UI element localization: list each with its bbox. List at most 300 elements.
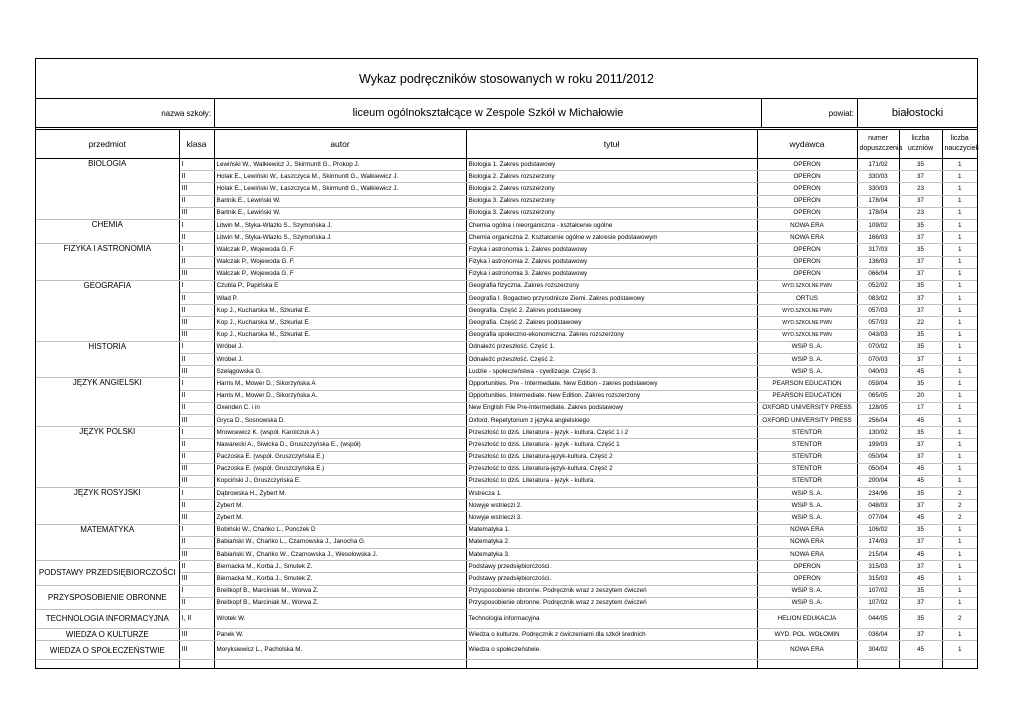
autor-cell: Walczak P., Wojewoda G. F. [214, 244, 466, 256]
autor-cell: Kop J., Kucharska M., Szkurłat E. [214, 329, 466, 341]
wydawca-cell: NOWA ERA [757, 524, 857, 536]
autor-cell: Kop J., Kucharska M., Szkurłat E. [214, 317, 466, 329]
klasa-cell: III [179, 207, 214, 219]
klasa-cell: III [179, 414, 214, 426]
subject-cell: JĘZYK ANGIELSKI [36, 378, 179, 427]
numer-cell: 036/04 [857, 628, 899, 640]
uczniow-cell: 37 [899, 232, 942, 244]
table-row [36, 159, 977, 171]
tytul-cell: Geografia fizyczna. Zakres rozszerzony [466, 280, 757, 292]
autor-cell: Holak E., Lewiński W., Łaszczyca M., Skirmuntt G., Walkiewicz J. [214, 171, 466, 183]
uczniow-cell: 35 [899, 427, 942, 439]
wydawca-cell: WSiP S. A. [757, 366, 857, 378]
numer-cell: 070/02 [857, 341, 899, 353]
klasa-cell: II [179, 232, 214, 244]
wydawca-cell: OPERON [757, 561, 857, 573]
uczniow-cell: 37 [899, 293, 942, 305]
wydawca-cell: PEARSON EDUCATION [757, 390, 857, 402]
autor-cell: Paczoska E. (współ. Gruszczyńska E.) [214, 451, 466, 463]
wydawca-cell: WYD. POL. WOŁOMIN [757, 628, 857, 640]
autor-cell: Harris M., Mower D., Sikorzyńska A. [214, 390, 466, 402]
column-header-przedmiot: przedmiot [36, 130, 179, 159]
tytul-cell: Chemia ogólna i nieorganiczna - kształcenie ogólne [466, 219, 757, 231]
numer-cell: 106/02 [857, 524, 899, 536]
wydawca-cell: OPERON [757, 183, 857, 195]
tytul-cell: Przeszłość to dziś. Literatura - język - kultura. Część 1 [466, 439, 757, 451]
subject-cell: WIEDZA O SPOŁECZEŃSTWIE [36, 641, 179, 660]
nauczycieli-cell: 1 [942, 451, 977, 463]
autor-cell: Panek W. [214, 628, 466, 640]
empty-cell [214, 660, 466, 669]
wydawca-cell: STENTOR [757, 451, 857, 463]
nauczycieli-cell: 1 [942, 268, 977, 280]
autor-cell: Bartnik E., Lewiński W. [214, 195, 466, 207]
numer-cell: 070/03 [857, 354, 899, 366]
tytul-cell: Przysposobienie obronne. Podręcznik wraz z zeszytem ćwiczeń [466, 597, 757, 609]
wydawca-cell: OPERON [757, 207, 857, 219]
tytul-cell: Biologia 3. Zakres rozszerzony [466, 195, 757, 207]
uczniow-cell: 37 [899, 256, 942, 268]
sheet-title-row [36, 59, 977, 99]
autor-cell: Bartnik E., Lewiński W. [214, 207, 466, 219]
nauczycieli-cell: 1 [942, 641, 977, 660]
uczniow-cell: 37 [899, 597, 942, 609]
textbook-table [36, 129, 977, 668]
wydawca-cell: OPERON [757, 573, 857, 585]
klasa-cell: II [179, 195, 214, 207]
nauczycieli-cell: 1 [942, 439, 977, 451]
autor-cell: Wład P. [214, 293, 466, 305]
school-name-label: nazwa szkoły: [161, 108, 211, 118]
klasa-cell: III [179, 463, 214, 475]
nauczycieli-cell: 1 [942, 628, 977, 640]
uczniow-cell: 37 [899, 500, 942, 512]
tytul-cell: Geografia społeczno-ekonomiczna. Zakres rozszerzony [466, 329, 757, 341]
textbook-list-sheet [35, 58, 978, 669]
wydawca-cell: STENTOR [757, 463, 857, 475]
wydawca-cell: NOWA ERA [757, 232, 857, 244]
klasa-cell: I [179, 280, 214, 292]
numer-cell: 077/04 [857, 512, 899, 524]
numer-cell: 315/03 [857, 573, 899, 585]
wydawca-cell: NOWA ERA [757, 219, 857, 231]
numer-cell: 200/04 [857, 475, 899, 487]
empty-cell [899, 660, 942, 669]
numer-cell: 050/04 [857, 451, 899, 463]
autor-cell: Breitkopf B., Marciniak M., Worwa Z. [214, 597, 466, 609]
tytul-cell: Biologia 2. Zakres rozszerzony [466, 171, 757, 183]
school-info-row [36, 99, 977, 128]
numer-cell: 304/02 [857, 641, 899, 660]
klasa-cell: I [179, 219, 214, 231]
numer-cell: 065/05 [857, 390, 899, 402]
klasa-cell: II [179, 536, 214, 548]
uczniow-cell: 35 [899, 280, 942, 292]
table-body [36, 159, 977, 669]
nauczycieli-cell: 1 [942, 549, 977, 561]
table-row [36, 488, 977, 500]
uczniow-cell: 45 [899, 641, 942, 660]
numer-cell: 040/03 [857, 366, 899, 378]
wydawca-cell: STENTOR [757, 475, 857, 487]
numer-cell: 050/04 [857, 463, 899, 475]
subject-cell: TECHNOLOGIA INFORMACYJNA [36, 609, 179, 628]
uczniow-cell: 37 [899, 171, 942, 183]
nauczycieli-cell: 1 [942, 317, 977, 329]
autor-cell: Wróbel J. [214, 354, 466, 366]
numer-cell: 107/02 [857, 597, 899, 609]
empty-cell [466, 660, 757, 669]
autor-cell: Biernacka M., Korba J., Smutek Z. [214, 573, 466, 585]
uczniow-cell: 35 [899, 609, 942, 628]
subject-cell: JĘZYK POLSKI [36, 427, 179, 488]
uczniow-cell: 37 [899, 561, 942, 573]
numer-cell: 057/03 [857, 317, 899, 329]
table-row [36, 244, 977, 256]
uczniow-cell: 35 [899, 329, 942, 341]
klasa-cell: I [179, 427, 214, 439]
nauczycieli-cell: 1 [942, 293, 977, 305]
subject-cell: PRZYSPOSOBIENIE OBRONNE [36, 585, 179, 609]
wydawca-cell: OXFORD UNIVERSITY PRESS [757, 414, 857, 426]
table-row [36, 561, 977, 573]
klasa-cell: III [179, 366, 214, 378]
wydawca-cell: WSiP S. A. [757, 500, 857, 512]
empty-cell [942, 660, 977, 669]
uczniow-cell: 23 [899, 183, 942, 195]
uczniow-cell: 45 [899, 475, 942, 487]
tytul-cell: Fizyka i astronomia 2. Zakres podstawowy [466, 256, 757, 268]
klasa-cell: III [179, 317, 214, 329]
uczniow-cell: 45 [899, 414, 942, 426]
klasa-cell: III [179, 475, 214, 487]
nauczycieli-cell: 1 [942, 402, 977, 414]
numer-cell: 256/04 [857, 414, 899, 426]
autor-cell: Mrowcewicz K. (współ. Karolczuk A.) [214, 427, 466, 439]
subject-cell: GEOGRAFIA [36, 280, 179, 341]
numer-cell: 315/03 [857, 561, 899, 573]
tytul-cell: Nowyje wstrieczi 2. [466, 500, 757, 512]
nauczycieli-cell: 1 [942, 585, 977, 597]
subject-cell: WIEDZA O KULTURZE [36, 628, 179, 640]
wydawca-cell: OPERON [757, 256, 857, 268]
tytul-cell: Matematyka 2. [466, 536, 757, 548]
wydawca-cell: WSiP S. A. [757, 585, 857, 597]
tytul-cell: Biologia 1. Zakres podstawowy [466, 159, 757, 171]
nauczycieli-cell: 1 [942, 219, 977, 231]
nauczycieli-cell: 1 [942, 524, 977, 536]
wydawca-cell: OXFORD UNIVERSITY PRESS [757, 402, 857, 414]
uczniow-cell: 35 [899, 585, 942, 597]
klasa-cell: II [179, 354, 214, 366]
tytul-cell: Matematyka 1. [466, 524, 757, 536]
wydawca-cell: WSiP S. A. [757, 597, 857, 609]
wydawca-cell: OPERON [757, 195, 857, 207]
autor-cell: Walczak P., Wojewoda G. F [214, 268, 466, 280]
uczniow-cell: 37 [899, 628, 942, 640]
tytul-cell: Opportunities. Intermediate. New Edition. Zakres rozszerzony [466, 390, 757, 402]
uczniow-cell: 23 [899, 207, 942, 219]
numer-cell: 215/04 [857, 549, 899, 561]
nauczycieli-cell: 1 [942, 475, 977, 487]
uczniow-cell: 35 [899, 219, 942, 231]
autor-cell: Litwin M., Styka-Wlazło S., Szymońska J. [214, 232, 466, 244]
nauczycieli-cell: 1 [942, 341, 977, 353]
numer-cell: 174/03 [857, 536, 899, 548]
nauczycieli-cell: 1 [942, 329, 977, 341]
numer-cell: 066/04 [857, 268, 899, 280]
klasa-cell: II [179, 561, 214, 573]
autor-cell: Babiański W., Chańko L., Czarnowska J., Janocha G. [214, 536, 466, 548]
klasa-cell: III [179, 628, 214, 640]
autor-cell: Wrotek W. [214, 609, 466, 628]
empty-cell [857, 660, 899, 669]
nauczycieli-cell: 1 [942, 354, 977, 366]
table-row [36, 609, 977, 628]
numer-cell: 178/04 [857, 207, 899, 219]
klasa-cell: II [179, 171, 214, 183]
wydawca-cell: WYD.SZKOLNE PWN [757, 329, 857, 341]
uczniow-cell: 37 [899, 268, 942, 280]
autor-cell: Gryca D., Sosnowska D. [214, 414, 466, 426]
klasa-cell: III [179, 641, 214, 660]
autor-cell: Zybert M. [214, 512, 466, 524]
uczniow-cell: 45 [899, 463, 942, 475]
subject-cell: MATEMATYKA [36, 524, 179, 561]
klasa-cell: III [179, 573, 214, 585]
nauczycieli-cell: 2 [942, 488, 977, 500]
nauczycieli-cell: 2 [942, 500, 977, 512]
uczniow-cell: 45 [899, 366, 942, 378]
nauczycieli-cell: 1 [942, 256, 977, 268]
autor-cell: Nawarecki A., Siwicka D., Gruszczyńska E., (współ) [214, 439, 466, 451]
table-row [36, 641, 977, 660]
uczniow-cell: 37 [899, 451, 942, 463]
column-header-nauczycieli: liczba nauczycieli [942, 130, 977, 159]
table-row [36, 585, 977, 597]
empty-cell [179, 660, 214, 669]
nauczycieli-cell: 1 [942, 597, 977, 609]
column-header-tytul: tytuł [466, 130, 757, 159]
table-row [36, 341, 977, 353]
klasa-cell: I [179, 244, 214, 256]
uczniow-cell: 35 [899, 244, 942, 256]
uczniow-cell: 45 [899, 549, 942, 561]
numer-cell: 057/03 [857, 305, 899, 317]
wydawca-cell: NOWA ERA [757, 536, 857, 548]
klasa-cell: III [179, 549, 214, 561]
nauczycieli-cell: 1 [942, 561, 977, 573]
tytul-cell: Odnaleźć przeszłość. Część 2. [466, 354, 757, 366]
numer-cell: 166/03 [857, 232, 899, 244]
table-row [36, 524, 977, 536]
uczniow-cell: 35 [899, 341, 942, 353]
autor-cell: Wróbel J. [214, 341, 466, 353]
numer-cell: 178/04 [857, 195, 899, 207]
autor-cell: Bobiński W., Chańko L., Ponczek D [214, 524, 466, 536]
uczniow-cell: 37 [899, 195, 942, 207]
numer-cell: 330/03 [857, 183, 899, 195]
wydawca-cell: WSiP S. A. [757, 512, 857, 524]
tytul-cell: Przeszłość to dziś. Literatura - język - kultura. Część 1 i 2 [466, 427, 757, 439]
numer-cell: 199/03 [857, 439, 899, 451]
subject-cell: PODSTAWY PRZEDSIĘBIORCZOŚCI [36, 561, 179, 585]
nauczycieli-cell: 2 [942, 512, 977, 524]
wydawca-cell: STENTOR [757, 427, 857, 439]
tytul-cell: Opportunities. Pre - Intermediate. New Edition - zakres podstawowy [466, 378, 757, 390]
tytul-cell: Wiedza o społeczeństwie. [466, 641, 757, 660]
table-row [36, 628, 977, 640]
klasa-cell: I [179, 341, 214, 353]
klasa-cell: I, II [179, 609, 214, 628]
klasa-cell: I [179, 524, 214, 536]
nauczycieli-cell: 1 [942, 414, 977, 426]
autor-cell: Holak E., Lewiński W., Łaszczyca M., Skirmuntt G., Walkiewicz J. [214, 183, 466, 195]
autor-cell: Oxenden C. i in [214, 402, 466, 414]
powiat-label: powiat: [762, 99, 858, 127]
subject-cell: JĘZYK ROSYJSKI [36, 488, 179, 525]
table-row [36, 219, 977, 231]
klasa-cell: III [179, 268, 214, 280]
nauczycieli-cell: 1 [942, 280, 977, 292]
wydawca-cell: ORTUS [757, 293, 857, 305]
autor-cell: Kop J., Kucharska M., Szkurłat E. [214, 305, 466, 317]
subject-cell: FIZYKA I ASTRONOMIA [36, 244, 179, 281]
tytul-cell: Przeszłość to dziś. Literatura-język-kultura. Część 2 [466, 463, 757, 475]
table-row [36, 427, 977, 439]
nauczycieli-cell: 1 [942, 171, 977, 183]
wydawca-cell: HELION EDUKACJA [757, 609, 857, 628]
klasa-cell: II [179, 439, 214, 451]
empty-cell [757, 660, 857, 669]
klasa-cell: II [179, 597, 214, 609]
autor-cell: Dąbrowska H., Zybert M. [214, 488, 466, 500]
autor-cell: Paczoska E. (współ. Gruszczyńska E.) [214, 463, 466, 475]
empty-cell [36, 660, 179, 669]
nauczycieli-cell: 1 [942, 536, 977, 548]
nauczycieli-cell: 1 [942, 463, 977, 475]
wydawca-cell: PEARSON EDUCATION [757, 378, 857, 390]
column-header-uczniow: liczba uczniów [899, 130, 942, 159]
klasa-cell: III [179, 512, 214, 524]
wydawca-cell: WYD.SZKOLNE PWN [757, 305, 857, 317]
uczniow-cell: 37 [899, 536, 942, 548]
numer-cell: 317/03 [857, 244, 899, 256]
empty-row [36, 660, 977, 669]
klasa-cell: II [179, 402, 214, 414]
wydawca-cell: OPERON [757, 159, 857, 171]
uczniow-cell: 35 [899, 378, 942, 390]
autor-cell: Biernacka M., Korba J., Smutek Z. [214, 561, 466, 573]
klasa-cell: II [179, 293, 214, 305]
numer-cell: 136/03 [857, 256, 899, 268]
wydawca-cell: STENTOR [757, 439, 857, 451]
uczniow-cell: 20 [899, 390, 942, 402]
uczniow-cell: 22 [899, 317, 942, 329]
tytul-cell: Technologia informacyjna [466, 609, 757, 628]
uczniow-cell: 35 [899, 524, 942, 536]
tytul-cell: Podstawy przedsiębiorczości. [466, 573, 757, 585]
wydawca-cell: WYD.SZKOLNE PWN [757, 317, 857, 329]
tytul-cell: Nowyje wstrieczi 3. [466, 512, 757, 524]
nauczycieli-cell: 1 [942, 427, 977, 439]
numer-cell: 083/02 [857, 293, 899, 305]
autor-cell: Moryksiewicz L., Pacholska M. [214, 641, 466, 660]
tytul-cell: Geografia. Część 2. Zakres podstawowy [466, 305, 757, 317]
nauczycieli-cell: 1 [942, 159, 977, 171]
autor-cell: Kopciński J., Gruszczyńska E. [214, 475, 466, 487]
tytul-cell: Fizyka i astronomia 1. Zakres podstawowy [466, 244, 757, 256]
autor-cell: Walczak P., Wojewoda G. F. [214, 256, 466, 268]
numer-cell: 109/02 [857, 219, 899, 231]
wydawca-cell: NOWA ERA [757, 549, 857, 561]
school-name-value: liceum ogólnokształcące w Zespole Szkół w Michałowie [214, 99, 762, 127]
uczniow-cell: 17 [899, 402, 942, 414]
tytul-cell: Wiedza o kulturze. Podręcznik z ćwiczeniami dla szkół średnich [466, 628, 757, 640]
nauczycieli-cell: 1 [942, 183, 977, 195]
tytul-cell: Odnaleźć przeszłość. Część 1. [466, 341, 757, 353]
numer-cell: 234/96 [857, 488, 899, 500]
numer-cell: 330/03 [857, 171, 899, 183]
autor-cell: Zybert M. [214, 500, 466, 512]
subject-cell: CHEMIA [36, 219, 179, 243]
numer-cell: 128/05 [857, 402, 899, 414]
nauczycieli-cell: 1 [942, 244, 977, 256]
klasa-cell: III [179, 183, 214, 195]
wydawca-cell: WSiP S. A. [757, 488, 857, 500]
nauczycieli-cell: 1 [942, 378, 977, 390]
column-header-wydawca: wydawca [757, 130, 857, 159]
nauczycieli-cell: 1 [942, 305, 977, 317]
uczniow-cell: 35 [899, 488, 942, 500]
klasa-cell: II [179, 500, 214, 512]
nauczycieli-cell: 1 [942, 232, 977, 244]
autor-cell: Lewiński W., Walkiewicz J., Skirmuntt G., Prokop J. [214, 159, 466, 171]
klasa-cell: I [179, 488, 214, 500]
uczniow-cell: 35 [899, 159, 942, 171]
wydawca-cell: OPERON [757, 268, 857, 280]
tytul-cell: Biologia 3. Zakres rozszerzony [466, 207, 757, 219]
tytul-cell: Geografia. Część 2. Zakres podstawowy [466, 317, 757, 329]
subject-cell: BIOLOGIA [36, 159, 179, 220]
column-header-numer: numer dopuszczenia [857, 130, 899, 159]
autor-cell: Harris M., Mower D., Sikorzyńska A [214, 378, 466, 390]
numer-cell: 043/03 [857, 329, 899, 341]
tytul-cell: Przeszłość to dziś. Literatura - język - kultura. [466, 475, 757, 487]
autor-cell: Szelągowska G. [214, 366, 466, 378]
klasa-cell: I [179, 585, 214, 597]
nauczycieli-cell: 1 [942, 366, 977, 378]
wydawca-cell: NOWA ERA [757, 641, 857, 660]
nauczycieli-cell: 1 [942, 573, 977, 585]
nauczycieli-cell: 1 [942, 195, 977, 207]
tytul-cell: Chemia organiczna 2. Kształcenie ogólne w zakresie podstawowym [466, 232, 757, 244]
numer-cell: 171/02 [857, 159, 899, 171]
klasa-cell: I [179, 378, 214, 390]
tytul-cell: Geografia I. Bogactwo przyrodnicze Ziemi. Zakres podstawowy [466, 293, 757, 305]
autor-cell: Czubla P., Papińska E [214, 280, 466, 292]
numer-cell: 107/02 [857, 585, 899, 597]
column-header-klasa: klasa [179, 130, 214, 159]
column-header-autor: autor [214, 130, 466, 159]
numer-cell: 048/03 [857, 500, 899, 512]
tytul-cell: Wstrecza 1. [466, 488, 757, 500]
wydawca-cell: OPERON [757, 171, 857, 183]
nauczycieli-cell: 2 [942, 609, 977, 628]
uczniow-cell: 37 [899, 305, 942, 317]
uczniow-cell: 37 [899, 354, 942, 366]
powiat-value: białostocki [891, 107, 944, 119]
